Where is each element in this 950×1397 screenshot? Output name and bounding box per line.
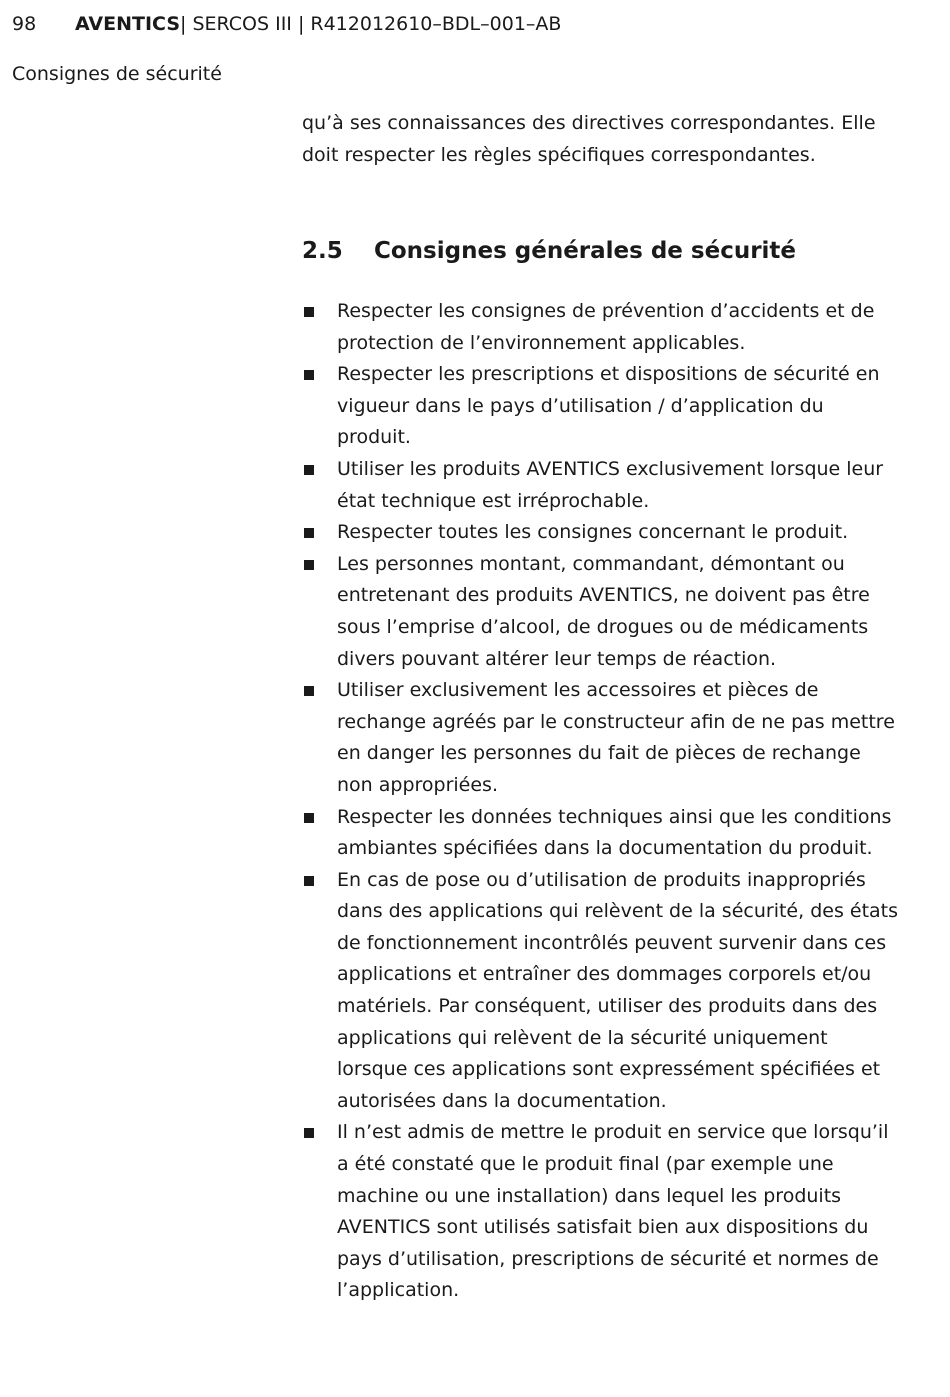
square-bullet-icon xyxy=(304,876,314,886)
list-item xyxy=(302,517,902,549)
intro-paragraph: qu’à ses connaissances des directives correspondantes. Elle doit respecter les règles spécifiques correspondantes. xyxy=(302,112,876,166)
list-item xyxy=(302,549,902,675)
page-number: 98 xyxy=(12,13,37,35)
list-item xyxy=(302,675,902,801)
list-item xyxy=(302,865,902,1118)
list-item xyxy=(302,296,902,359)
list-item xyxy=(302,802,902,865)
list-item-text: Respecter les données techniques ainsi que les conditions ambiantes spécifiées dans la documentation du produit. xyxy=(337,805,892,860)
list-item xyxy=(302,1117,902,1307)
list-item-text: Respecter les consignes de prévention d’accidents et de protection de l’environnement applicables. xyxy=(337,300,875,354)
brand-name: AVENTICS xyxy=(75,13,181,35)
list-item-text: En cas de pose ou d’utilisation de produits inappropriés dans des applications qui relèvent de la sécurité, des états de fonctionnement incontrôlés peuvent survenir dans ces applications et entraîner des dommages corporels et/ou matériels. Par conséquent, utiliser des produits dans des applications qui relèvent de la sécurité uniquement lorsque ces applications sont expressément spécifiées et autorisées dans la documentation. xyxy=(337,868,899,1112)
running-section-header: Consignes de sécurité xyxy=(12,63,222,85)
square-bullet-icon xyxy=(304,528,314,538)
square-bullet-icon xyxy=(304,813,314,823)
main-content xyxy=(302,107,902,1307)
square-bullet-icon xyxy=(304,370,314,380)
square-bullet-icon xyxy=(304,465,314,475)
list-item-text: Utiliser les produits AVENTICS exclusivement lorsque leur état technique est irréprochable. xyxy=(337,457,884,512)
square-bullet-icon xyxy=(304,686,314,696)
square-bullet-icon xyxy=(304,307,314,317)
square-bullet-icon xyxy=(304,1128,314,1138)
list-item-text: Respecter toutes les consignes concernant le produit. xyxy=(337,521,849,544)
list-item xyxy=(302,359,902,454)
section-number: 2.5 xyxy=(302,238,343,264)
list-item-text: Il n’est admis de mettre le produit en service que lorsqu’il a été constaté que le produit final (par exemple une machine ou une installation) dans lequel les produits AVENTICS sont utilisés satisfait bien aux dispositions du pays d’utilisation, prescriptions de sécurité et normes de l’application. xyxy=(337,1121,889,1302)
safety-instructions-list xyxy=(302,296,902,1307)
list-item-text: Respecter les prescriptions et dispositions de sécurité en vigueur dans le pays d’utilisation / d’application du produit. xyxy=(337,363,880,449)
section-heading xyxy=(302,235,902,267)
list-item xyxy=(302,454,902,517)
list-item-text: Les personnes montant, commandant, démontant ou entretenant des produits AVENTICS, ne doivent pas être sous l’emprise d’alcool, de drogues ou de médicaments divers pouvant altérer leur temps de réaction. xyxy=(337,552,870,670)
page-header xyxy=(12,10,561,38)
square-bullet-icon xyxy=(304,560,314,570)
list-item-text: Utiliser exclusivement les accessoires et pièces de rechange agréés par le constructeur afin de ne pas mettre en danger les personnes du fait de pièces de rechange non appropriées. xyxy=(337,679,895,796)
section-title: Consignes générales de sécurité xyxy=(374,238,797,264)
document-info: | SERCOS III | R412012610–BDL–001–AB xyxy=(180,13,562,35)
